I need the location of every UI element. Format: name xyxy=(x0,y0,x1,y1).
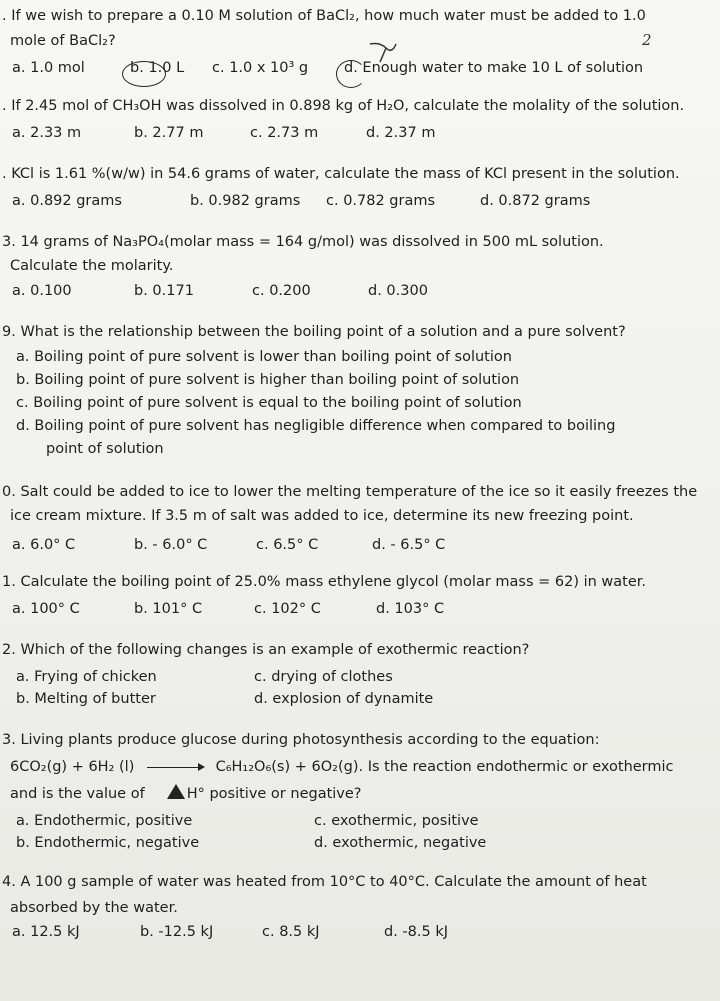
option-d: d. Boiling point of pure solvent has negligible difference when compared to boiling xyxy=(16,418,616,434)
question-number: . xyxy=(2,166,7,182)
question-text: A 100 g sample of water was heated from 10°C to 40°C. Calculate the amount of heat xyxy=(20,874,647,890)
stem-part: H° positive or negative? xyxy=(186,786,362,802)
question-number: 4. xyxy=(2,874,16,890)
delta-icon xyxy=(167,784,185,799)
question-number: 0. xyxy=(2,484,16,500)
option-c: c. 0.782 grams xyxy=(326,193,436,209)
question-text: Calculate the boiling point of 25.0% mass ethylene glycol (molar mass = 62) in water. xyxy=(20,574,647,590)
option-a: a. Boiling point of pure solvent is lower than boiling point of solution xyxy=(16,349,512,365)
option-c: c. drying of clothes xyxy=(254,669,393,685)
question-text: Which of the following changes is an example of exothermic reaction? xyxy=(20,642,530,658)
question-stem xyxy=(0,164,715,185)
reaction-arrow-icon xyxy=(147,767,203,768)
question-text-cont: mole of BaCl₂? xyxy=(10,33,116,49)
question-stem xyxy=(0,482,715,503)
question-number: 3. xyxy=(2,732,16,748)
question-stem xyxy=(0,872,715,893)
option-d: d. -8.5 kJ xyxy=(384,924,448,940)
question-9 xyxy=(0,730,715,855)
option-b: b. 0.171 xyxy=(134,283,194,299)
option-a: a. 12.5 kJ xyxy=(12,924,80,940)
option-b: b. 0.982 grams xyxy=(190,193,301,209)
option-a: a. 1.0 mol xyxy=(12,60,85,76)
question-7 xyxy=(0,572,715,621)
option-b: b. 2.77 m xyxy=(134,125,204,141)
question-4 xyxy=(0,232,715,303)
question-text: 14 grams of Na₃PO₄(molar mass = 164 g/mol) was dissolved in 500 mL solution. xyxy=(20,234,604,250)
stem-part: and is the value of xyxy=(10,786,145,802)
option-c: c. 6.5° C xyxy=(256,537,319,553)
option-b: b. 101° C xyxy=(134,601,203,617)
question-number: . xyxy=(2,8,7,24)
option-d: d. explosion of dynamite xyxy=(254,691,434,707)
option-c: c. 2.73 m xyxy=(250,125,319,141)
equation-reactants: 6CO₂(g) + 6H₂ (l) xyxy=(10,759,135,775)
question-number: 2. xyxy=(2,642,16,658)
question-stem xyxy=(0,96,715,117)
option-c: c. 0.200 xyxy=(252,283,311,299)
question-10 xyxy=(0,872,715,944)
option-a: a. 0.892 grams xyxy=(12,193,122,209)
question-number: . xyxy=(2,98,7,114)
question-stem xyxy=(0,640,715,661)
option-d: d. exothermic, negative xyxy=(314,835,487,851)
question-text-cont: Calculate the molarity. xyxy=(10,258,174,274)
option-a: a. Endothermic, positive xyxy=(16,813,193,829)
option-d: d. - 6.5° C xyxy=(372,537,446,553)
question-text: KCl is 1.61 %(w/w) in 54.6 grams of water, calculate the mass of KCl present in the solution. xyxy=(11,166,680,182)
option-c: c. 1.0 x 10³ g xyxy=(212,60,309,76)
margin-mark xyxy=(640,30,662,50)
option-a: a. 100° C xyxy=(12,601,80,617)
question-text: Salt could be added to ice to lower the melting temperature of the ice so it easily freezes the xyxy=(20,484,698,500)
question-stem xyxy=(0,322,715,343)
question-number: 9. xyxy=(2,324,16,340)
option-c: c. exothermic, positive xyxy=(314,813,479,829)
option-b: b. 1.0 L xyxy=(130,60,185,76)
question-number: 3. xyxy=(2,234,16,250)
question-5 xyxy=(0,322,715,460)
option-a: a. 2.33 m xyxy=(12,125,82,141)
option-a: a. 6.0° C xyxy=(12,537,76,553)
option-d: d. Enough water to make 10 L of solution xyxy=(344,60,644,76)
question-text: If 2.45 mol of CH₃OH was dissolved in 0.898 kg of H₂O, calculate the molality of the solution. xyxy=(11,98,685,114)
question-6 xyxy=(0,482,715,557)
option-b: b. -12.5 kJ xyxy=(140,924,214,940)
question-8 xyxy=(0,640,715,711)
pen-scribble-icon xyxy=(368,40,398,64)
question-text: If we wish to prepare a 0.10 M solution of BaCl₂, how much water must be added to 1.0 xyxy=(11,8,646,24)
option-d: d. 0.300 xyxy=(368,283,428,299)
question-stem xyxy=(0,232,715,253)
question-text-cont: ice cream mixture. If 3.5 m of salt was added to ice, determine its new freezing point. xyxy=(10,508,634,524)
option-c: c. Boiling point of pure solvent is equal to the boiling point of solution xyxy=(16,395,522,411)
option-b: b. Endothermic, negative xyxy=(16,835,200,851)
svg-text:2: 2 xyxy=(642,31,652,49)
question-text: What is the relationship between the boiling point of a solution and a pure solvent? xyxy=(20,324,626,340)
question-stem xyxy=(0,6,715,27)
option-b: b. Boiling point of pure solvent is higher than boiling point of solution xyxy=(16,372,520,388)
question-number: 1. xyxy=(2,574,16,590)
option-b: b. - 6.0° C xyxy=(134,537,208,553)
option-d: d. 0.872 grams xyxy=(480,193,591,209)
question-stem xyxy=(0,572,715,593)
answer-circle-b xyxy=(122,61,166,87)
question-text: Living plants produce glucose during photosynthesis according to the equation: xyxy=(20,732,600,748)
option-a: a. Frying of chicken xyxy=(16,669,157,685)
option-b: b. Melting of butter xyxy=(16,691,156,707)
question-stem xyxy=(0,730,715,751)
option-d: d. 103° C xyxy=(376,601,445,617)
question-text-cont: absorbed by the water. xyxy=(10,900,178,916)
equation-products: C₆H₁₂O₆(s) + 6O₂(g). Is the reaction endothermic or exothermic xyxy=(215,759,674,775)
answer-circle-d xyxy=(336,60,366,88)
option-c: c. 102° C xyxy=(254,601,321,617)
option-a: a. 0.100 xyxy=(12,283,72,299)
question-text-cont xyxy=(0,784,715,805)
question-2 xyxy=(0,96,715,145)
equation-line xyxy=(0,757,715,778)
question-3 xyxy=(0,164,715,213)
option-d-cont: point of solution xyxy=(46,441,164,457)
option-c: c. 8.5 kJ xyxy=(262,924,320,940)
option-d: d. 2.37 m xyxy=(366,125,436,141)
